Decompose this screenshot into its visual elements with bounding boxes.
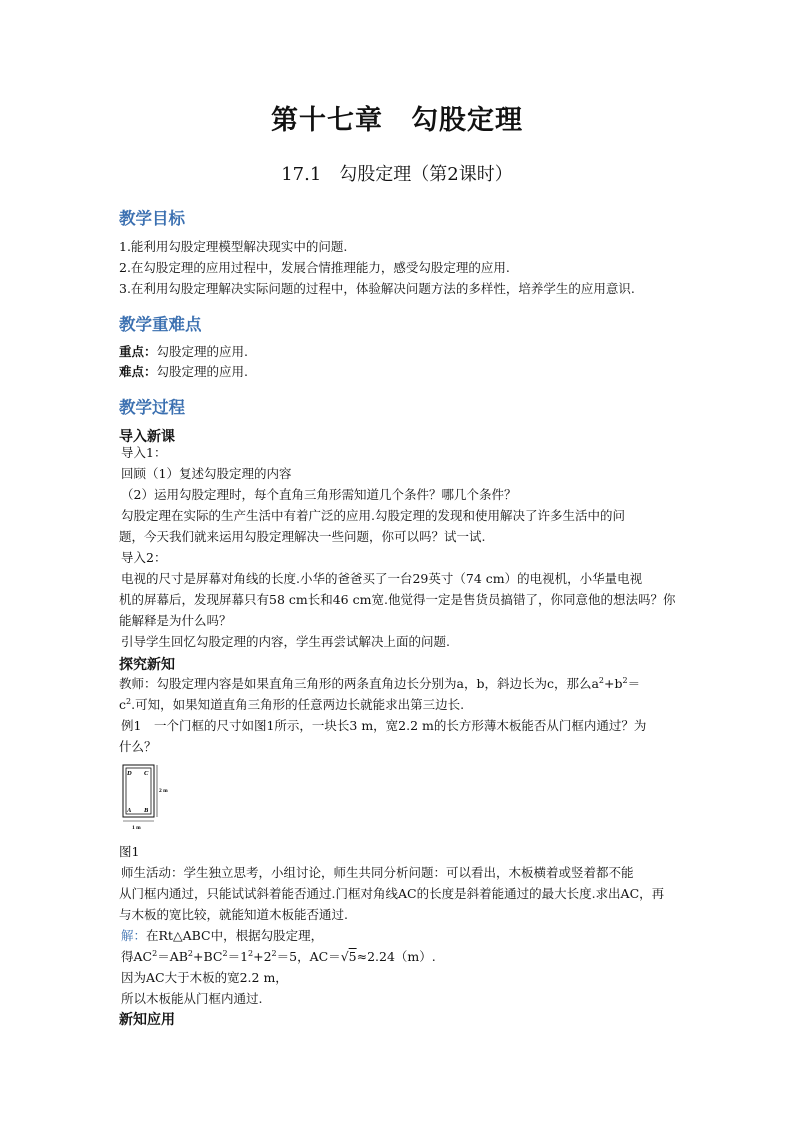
subsection-explore-heading: 探究新知 [119, 657, 175, 673]
sqrt-symbol: √ [340, 949, 349, 964]
section-key-heading: 教学重难点 [119, 315, 202, 334]
sqrt-radicand: 5 [348, 949, 357, 964]
superscript: 2 [222, 948, 228, 958]
difficult-point [119, 363, 248, 381]
intro1-line-1: 回顾（1）复述勾股定理的内容 [121, 466, 292, 481]
intro1-line-2: （2）运用勾股定理时，每个直角三角形需知道几个条件？哪几个条件？ [121, 487, 517, 502]
eq-part-e: +2 [253, 949, 272, 964]
figure-caption: 图1 [119, 844, 140, 859]
explore-text-a: 教师：勾股定理内容是如果直角三角形的两条直角边长分别为a，b，斜边长为c，那么a [119, 676, 599, 691]
eq-part-g: ≈2.24（m）. [356, 949, 436, 964]
key-point [119, 343, 248, 361]
solution-text-1: 在Rt△ABC中，根据勾股定理， [146, 928, 324, 943]
superscript: 2 [248, 948, 254, 958]
superscript: 2 [598, 675, 605, 685]
intro2-label: 导入2： [121, 550, 167, 565]
label-a: A [127, 807, 132, 814]
solution-label: 解： [121, 928, 147, 943]
key-text: 勾股定理的应用. [156, 344, 248, 359]
explore-text-b: +b [604, 676, 623, 691]
superscript: 2 [271, 948, 277, 958]
eq-part-c: +BC [193, 949, 223, 964]
intro2-line-1: 电视的尺寸是屏幕对角线的长度.小华的爸爸买了一台29英寸（74 cm）的电视机，小华量电视 [121, 571, 643, 586]
explore-text-e: .可知，如果知道直角三角形的任意两边长就能求出第三边长. [131, 697, 465, 712]
explore-line-1 [119, 675, 640, 693]
explore-text-c: ＝ [627, 676, 641, 691]
superscript: 2 [126, 696, 132, 706]
solution-line-4: 所以木板能从门框内通过. [121, 991, 263, 1006]
label-b: B [144, 807, 149, 814]
subsection-apply-heading: 新知应用 [119, 1012, 175, 1028]
intro2-line-2: 机的屏幕后，发现屏幕只有58 cm长和46 cm宽.他觉得一定是售货员搞错了，你同意他的想法吗？你 [119, 592, 676, 607]
activity-line-3: 与木板的宽比较，就能知道木板能否通过. [119, 907, 348, 922]
eq-part-d: ＝1 [227, 949, 249, 964]
activity-line-2: 从门框内通过，只能试试斜着能否通过.门框对角线AC的长度是斜着能通过的最大长度.求出AC，再 [119, 886, 665, 901]
superscript: 2 [187, 948, 193, 958]
chapter-title: 第十七章 勾股定理 [271, 105, 523, 136]
intro2-line-3: 能解释是为什么吗？ [119, 613, 232, 628]
example1-line-1: 例1 一个门框的尺寸如图1所示，一块长3 m，宽2.2 m的长方形薄木板能否从门框内通过？为 [121, 718, 647, 733]
solution-line-2 [121, 948, 436, 966]
eq-part-b: ＝AB [157, 949, 188, 964]
section-goals-heading: 教学目标 [119, 209, 185, 228]
intro1-line-4: 题，今天我们就来运用勾股定理解决一些问题，你可以吗？试一试. [119, 529, 486, 544]
activity-line-1: 师生活动：学生独立思考，小组讨论，师生共同分析问题：可以看出，木板横着或竖着都不能 [121, 865, 634, 880]
solution-line-3: 因为AC大于木板的宽2.2 m， [121, 970, 288, 985]
eq-part-a: 得AC [121, 949, 153, 964]
subsection-intro-heading: 导入新课 [119, 429, 175, 445]
explore-line-2 [119, 696, 464, 714]
explore-text-d: c [119, 697, 127, 712]
eq-part-f: ＝5，AC＝ [276, 949, 341, 964]
intro2-line-4: 引导学生回忆勾股定理的内容，学生再尝试解决上面的问题. [121, 634, 450, 649]
height-label: 2 m [159, 788, 168, 794]
superscript: 2 [622, 675, 628, 685]
label-d: D [127, 770, 132, 777]
difficult-text: 勾股定理的应用. [156, 364, 248, 379]
label-c: C [144, 770, 149, 777]
superscript: 2 [152, 948, 158, 958]
solution-line-1 [121, 927, 323, 945]
intro1-label: 导入1： [121, 445, 167, 460]
goal-1: 1.能利用勾股定理模型解决现实中的问题. [119, 239, 348, 254]
key-label: 重点： [119, 344, 157, 359]
door-frame-figure [118, 760, 182, 840]
intro1-line-3: 勾股定理在实际的生产生活中有着广泛的应用.勾股定理的发现和使用解决了许多生活中的问 [121, 508, 625, 523]
goal-3: 3.在利用勾股定理解决实际问题的过程中，体验解决问题方法的多样性，培养学生的应用意识. [119, 281, 635, 296]
section-process-heading: 教学过程 [119, 398, 185, 417]
goal-2: 2.在勾股定理的应用过程中，发展合情推理能力，感受勾股定理的应用. [119, 260, 510, 275]
difficult-label: 难点： [119, 364, 157, 379]
example1-line-2: 什么？ [119, 739, 157, 754]
lesson-title: 17.1 勾股定理（第2课时） [281, 164, 513, 185]
width-label: 1 m [132, 825, 141, 831]
